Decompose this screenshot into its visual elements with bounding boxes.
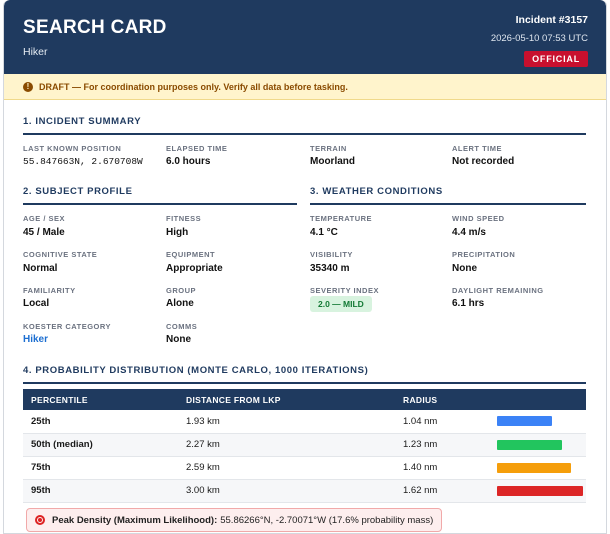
daylight-remaining-value: 6.1 hrs xyxy=(452,298,485,309)
draft-banner xyxy=(4,74,606,100)
wind-speed-value: 4.4 m/s xyxy=(452,227,486,238)
visibility-value: 35340 m xyxy=(310,263,350,274)
elapsed-time-label: ELAPSED TIME xyxy=(166,144,228,153)
alert-time-value: Not recorded xyxy=(452,156,515,167)
bar-cell xyxy=(489,456,586,479)
distance-cell: 1.93 km xyxy=(178,410,395,433)
age-sex-value: 45 / Male xyxy=(23,227,65,238)
terrain-value: Moorland xyxy=(310,156,355,167)
koester-category-label: KOESTER CATEGORY xyxy=(23,322,112,331)
table-header-row xyxy=(23,389,586,410)
group-label: GROUP xyxy=(166,286,197,295)
official-badge: OFFICIAL xyxy=(524,51,588,67)
bar-cell xyxy=(489,410,586,433)
draft-banner-text: DRAFT — For coordination purposes only. Verify all data before tasking. xyxy=(39,81,348,92)
cognitive-state-value: Normal xyxy=(23,263,58,274)
percentile-bar xyxy=(497,440,562,450)
header-timestamp: 2026-05-10 07:53 UTC xyxy=(490,33,588,44)
percentile-bar xyxy=(497,463,571,473)
warning-icon: ! xyxy=(23,82,33,92)
table-row xyxy=(23,456,586,479)
column-header-bar xyxy=(489,389,586,410)
koester-category-link[interactable]: Hiker xyxy=(23,334,49,345)
page-title: SEARCH CARD xyxy=(23,17,167,38)
group-value: Alone xyxy=(166,298,194,309)
peak-density-value: 55.86266°N, -2.70071°W (17.6% probability mass) xyxy=(220,514,434,526)
alert-time-label: ALERT TIME xyxy=(452,144,502,153)
column-header-percentile: PERCENTILE xyxy=(31,394,88,405)
daylight-remaining-label: DAYLIGHT REMAINING xyxy=(452,286,544,295)
distance-cell: 2.59 km xyxy=(178,456,395,479)
last-known-position-value: 55.847663N, 2.670708W xyxy=(23,156,143,167)
incident-number: Incident #3157 xyxy=(515,14,588,26)
card-header xyxy=(4,0,606,74)
fitness-value: High xyxy=(166,227,189,238)
precipitation-label: PRECIPITATION xyxy=(452,250,516,259)
terrain-label: TERRAIN xyxy=(310,144,347,153)
percentile-cell: 95th xyxy=(23,479,178,502)
table-row xyxy=(23,433,586,456)
age-sex-label: AGE / SEX xyxy=(23,214,66,223)
radius-cell: 1.23 nm xyxy=(395,433,489,456)
comms-value: None xyxy=(166,334,191,345)
header-left xyxy=(23,14,167,74)
radius-cell: 1.40 nm xyxy=(395,456,489,479)
section-title-incident-summary: 1. INCIDENT SUMMARY xyxy=(23,116,586,135)
section-title-weather: 3. WEATHER CONDITIONS xyxy=(310,186,586,205)
last-known-position-label: LAST KNOWN POSITION xyxy=(23,144,122,153)
bar-cell xyxy=(489,479,586,502)
percentile-bar xyxy=(497,486,583,496)
radius-cell: 1.62 nm xyxy=(395,479,489,502)
page-subtitle: Hiker xyxy=(23,46,48,58)
target-icon xyxy=(35,515,45,525)
percentile-bar xyxy=(497,416,552,426)
familiarity-label: FAMILIARITY xyxy=(23,286,76,295)
cognitive-state-label: COGNITIVE STATE xyxy=(23,250,98,259)
visibility-label: VISIBILITY xyxy=(310,250,353,259)
section-title-probability: 4. PROBABILITY DISTRIBUTION (MONTE CARLO, 1000 ITERATIONS) xyxy=(23,365,586,384)
equipment-value: Appropriate xyxy=(166,263,223,274)
temperature-label: TEMPERATURE xyxy=(310,214,373,223)
percentile-cell: 75th xyxy=(23,456,178,479)
probability-table xyxy=(23,389,586,503)
severity-badge: 2.0 — MILD xyxy=(310,296,372,312)
equipment-label: EQUIPMENT xyxy=(166,250,216,259)
column-header-distance: DISTANCE FROM LKP xyxy=(186,394,281,405)
temperature-value: 4.1 °C xyxy=(310,227,338,238)
wind-speed-label: WIND SPEED xyxy=(452,214,505,223)
precipitation-value: None xyxy=(452,263,477,274)
percentile-cell: 50th (median) xyxy=(23,433,178,456)
column-header-radius: RADIUS xyxy=(403,394,438,405)
bar-cell xyxy=(489,433,586,456)
fitness-label: FITNESS xyxy=(166,214,202,223)
radius-cell: 1.04 nm xyxy=(395,410,489,433)
distance-cell: 3.00 km xyxy=(178,479,395,502)
table-row xyxy=(23,479,586,502)
search-card xyxy=(3,0,607,534)
severity-index-label: SEVERITY INDEX xyxy=(310,286,379,295)
peak-density-callout xyxy=(26,508,442,532)
elapsed-time-value: 6.0 hours xyxy=(166,156,211,167)
table-row xyxy=(23,410,586,433)
comms-label: COMMS xyxy=(166,322,198,331)
familiarity-value: Local xyxy=(23,298,50,309)
distance-cell: 2.27 km xyxy=(178,433,395,456)
peak-density-label: Peak Density (Maximum Likelihood): xyxy=(52,514,218,526)
header-right xyxy=(491,14,588,74)
section-title-subject-profile: 2. SUBJECT PROFILE xyxy=(23,186,297,205)
percentile-cell: 25th xyxy=(23,410,178,433)
